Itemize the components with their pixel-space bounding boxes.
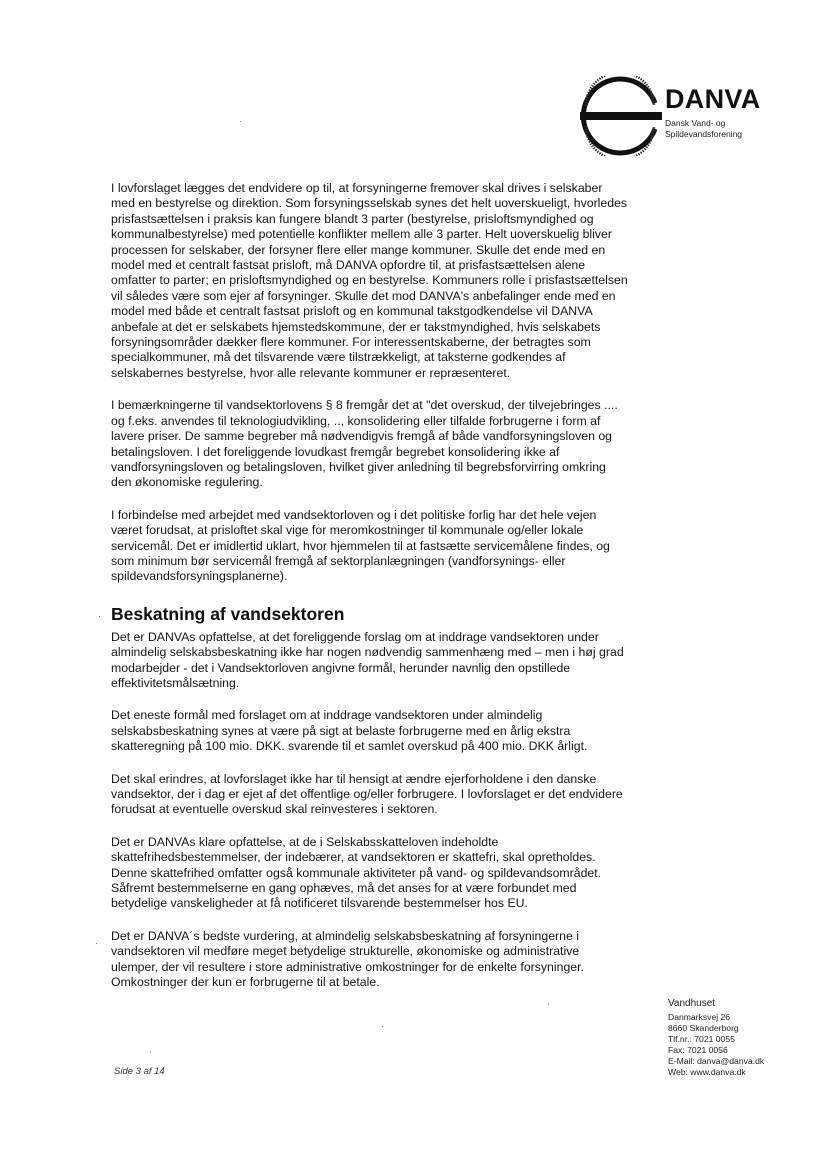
address-title: Vandhuset <box>668 998 716 1009</box>
address-street: Danmarksvej 26 <box>668 1012 731 1022</box>
address-city: 8660 Skanderborg <box>668 1022 739 1033</box>
logo-subtitle-line: Spildevandsforening <box>665 129 743 139</box>
address-fax: Fax: 7021 0056 <box>668 1044 728 1055</box>
danva-logo <box>578 76 761 156</box>
paragraph: Det skal erindres, at lovforslaget ikke har til hensigt at ændre ejerforholdene i den danske vandsektor, der i dag er ejet af det offentlige og/eller forbrugere. I lovforslaget er det endvidere forudsat at eventuelle overskud skal reinvesteres i sektoren. <box>111 771 623 817</box>
paragraph: Det er DANVA´s bedste vurdering, at almindelig selskabsbeskatning af forsyningerne i vandsektoren vil medføre meget betydelige strukturelle, økonomiske og administrative ulemper, der vil resultere i store administrative omkostninger for de enkelte forsyninger. Omkostninger der kun er forbrugerne til at betale. <box>111 928 584 990</box>
page-number: Side 3 af 14 <box>114 1066 165 1077</box>
paragraph: I bemærkningerne til vandsektorlovens § 8 fremgår det at "det overskud, der tilvejebringes .... og f.eks. anvendes til teknologiudvikling, .., konsolidering eller tilfalde forbrugerne i form af lavere priser. De samme begreber må nødvendigvis fremgå af både vandforsyningsloven og betalingsloven. I det foreliggende lovudkast fremgår begrebet konsolidering ikke af vandforsyningsloven og betalingsloven, hvilket giver anledning til begrebsforvirring omkring den økonomiske regulering. <box>111 398 618 490</box>
address-block <box>668 997 808 1077</box>
section-heading: Beskatning af vandsektoren <box>111 603 345 624</box>
address-phone: Tlf.nr.: 7021 0055 <box>668 1033 735 1044</box>
scan-speck <box>240 121 241 122</box>
scan-speck <box>548 1004 549 1005</box>
paragraph: Det er DANVAs klare opfattelse, at de i Selskabsskatteloven indeholdte skattefrihedsbestemmelser, der indebærer, at vandsektoren er skattefri, skal opretholdes. Denne skattefrihed omfatter også kommunale aktiviteter på vand- og spildevandsområdet. Såfremt bestemmelserne en gang ophæves, må det anses for at være forbundet med betydelige vanskeligheder at få notificeret tilsvarende bestemmelser hos EU. <box>111 834 602 911</box>
paragraph: Det eneste formål med forslaget om at inddrage vandsektoren under almindelig selskabsbeskatning synes at være på sigt at belaste forbrugerne med en årlig ekstra skatteregning på 100 mio. DKK. svarende til et samlet overskud på 400 mio. DKK årligt. <box>111 708 588 754</box>
paragraph: I lovforslaget lægges det endvidere op til, at forsyningerne fremover skal drives i selskaber med en bestyrelse og direktion. Som forsyningsselskab synes det helt uoverskueligt, hvorledes prisfastsættelsen i praksis kan fungere blandt 3 parter (bestyrelse, prisloftsmyndighed og kommunalbestyrelse) med potentielle konflikter mellem alle 3 parter. Helt uoverskuelig bliver processen for selskaber, der forsyner flere eller mange kommuner. Skulle det ende med en model med et centralt fastsat prisloft, må DANVA opfordre til, at prisfastsættelsen alene omfatter to parter; en prisloftsmyndighed og en bestyrelse. Kommuners rolle i prisfastsættelsen vil således være som ejer af forsyninger. Skulle det mod DANVA's anbefalinger ende med en model med både et centralt fastsat prisloft og en kommunal takstgodkendelse vil DANVA anbefale at det er selskabets hjemstedskommune, der er takstmyndighed, hvis selskabets forsyningsområder dækker flere kommuner. For interessentskaberne, der betragtes som specialkommuner, må det tilsvarende være tilstrækkeligt, at taksterne godkendes af selskabernes bestyrelse, hvor alle relevante kommuner er repræsenteret. <box>111 181 628 380</box>
paragraph: Det er DANVAs opfattelse, at det foreliggende forslag om at inddrage vandsektoren under almindelig selskabsbeskatning ikke har nogen nødvendig sammenhæng med – men i høj grad modarbejder - det i Vandsektorloven angivne formål, herunder navnlig den opstillede effektivitetsmålsætning. <box>111 629 624 690</box>
logo-subtitle-line: Dansk Vand- og <box>665 118 726 128</box>
scan-speck <box>96 943 97 944</box>
letter-body <box>111 181 629 1007</box>
scan-speck <box>382 1026 383 1027</box>
danva-logo-icon <box>578 76 662 156</box>
paragraph: I forbindelse med arbejdet med vandsektorloven og i det politiske forlig har det hele vejen været forudsat, at prisloftet skal vige for meromkostninger til kommunale og/eller lokale servicemål. Det er imidlertid uklart, hvor hjemmelen til at fastsætte servicemålene findes, og som minimum bør servicemål fremgå af sektorplanlægningen (vandforsynings- eller spildevandsforsyningsplanerne). <box>111 507 610 584</box>
address-web: Web: www.danva.dk <box>668 1066 746 1077</box>
logo-subtitle <box>665 118 742 140</box>
scan-speck <box>150 1052 151 1053</box>
address-email: E-Mail: danva@danva.dk <box>668 1055 765 1066</box>
logo-name: DANVA <box>665 84 761 114</box>
scan-speck <box>99 616 100 617</box>
